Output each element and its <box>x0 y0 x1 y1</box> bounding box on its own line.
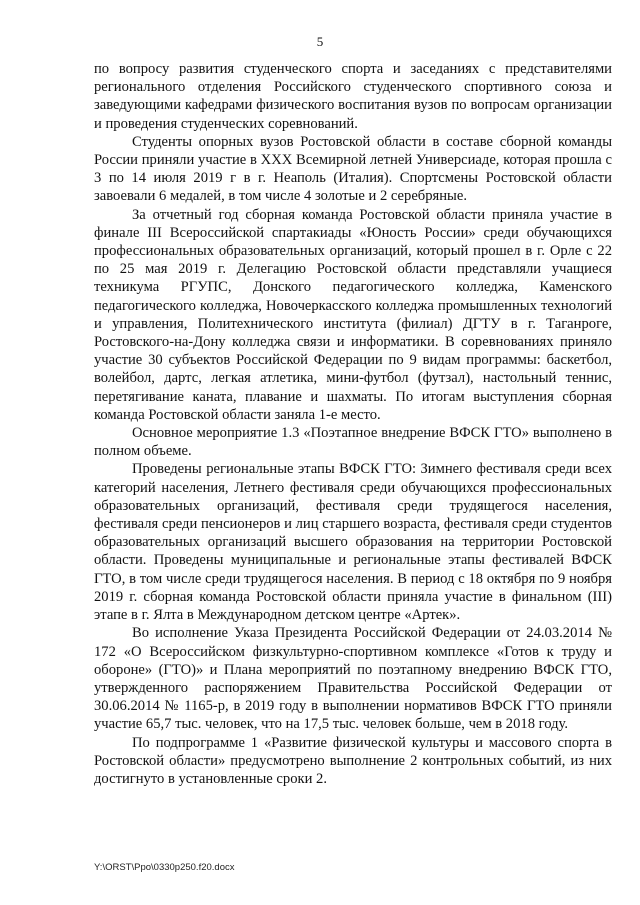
paragraph: По подпрограмме 1 «Развитие физической культуры и массового спорта в Ростовской области» предусмотрено выполнение 2 контрольных событий, из них достигнуто в установленные сроки 2. <box>94 734 612 787</box>
paragraph: Основное мероприятие 1.3 «Поэтапное внедрение ВФСК ГТО» выполнено в полном объеме. <box>94 425 612 460</box>
paragraph: Студенты опорных вузов Ростовской области в составе сборной команды России приняли участие в XXX Всемирной летней Универсиаде, которая прошла с 3 по 14 июля 2019 г в г. Неаполь (Италия). Спортсмены Ростовской области завоевали 6 медалей, в том числе 4 золотые и 2 серебряные. <box>94 133 612 205</box>
paragraph: Проведены региональные этапы ВФСК ГТО: Зимнего фестиваля среди всех категорий населения, Летнего фестиваля среди обучающихся профессиональных образовательных организаций, фестиваля среди трудящегося населения, фестиваля среди пенсионеров и лиц старшего возраста, фестиваля среди студентов образовательных организаций высшего образования на территории Ростовской области. Проведены муниципальные и региональные этапы фестивалей ВФСК ГТО, в том числе среди трудящегося населения. В период с 18 октября по 9 ноября 2019 г. сборная команда Ростовской области приняла участие в финальном (III) этапе в г. Ялта в Международном детском центре «Артек». <box>94 461 612 624</box>
paragraph: по вопросу развития студенческого спорта и заседаниях с представителями регионального отделения Российского студенческого спортивного союза и заведующими кафедрами физического воспитания вузов по вопросам организации и проведения студенческих соревнований. <box>94 61 612 132</box>
document-body <box>94 60 612 788</box>
footer-file-path: Y:\ORST\Ppo\0330p250.f20.docx <box>94 862 235 873</box>
paragraph: За отчетный год сборная команда Ростовской области приняла участие в финале III Всероссийской спартакиады «Юность России» среди обучающихся профессиональных образовательных организаций, который прошел в г. Орле с 22 по 25 мая 2019 г. Делегацию Ростовской области представляли учащиеся техникума РГУПС, Донского педагогического колледжа, Каменского педагогического колледжа, Новочеркасского колледжа промышленных технологий и управления, Политехнического института (филиал) ДГТУ в г. Таганроге, Ростовского-на-Дону колледжа связи и информатики. В соревнованиях приняло участие 30 субъектов Российской Федерации по 9 видам программы: баскетбол, волейбол, дартс, легкая атлетика, мини-футбол (футзал), настольный теннис, перетягивание каната, плавание и шахматы. По итогам выступления сборная команда Ростовской области заняла 1-е место. <box>94 206 612 423</box>
page-number: 5 <box>316 34 324 49</box>
paragraph: Во исполнение Указа Президента Российской Федерации от 24.03.2014 № 172 «О Всероссийском физкультурно-спортивном комплексе «Готов к труду и обороне» (ГТО)» и Плана мероприятий по поэтапному внедрению ВФСК ГТО, утвержденного распоряжением Правительства Российской Федерации от 30.06.2014 № 1165-р, в 2019 году в выполнении нормативов ВФСК ГТО приняли участие 65,7 тыс. человек, что на 17,5 тыс. человек больше, чем в 2018 году. <box>94 625 612 733</box>
